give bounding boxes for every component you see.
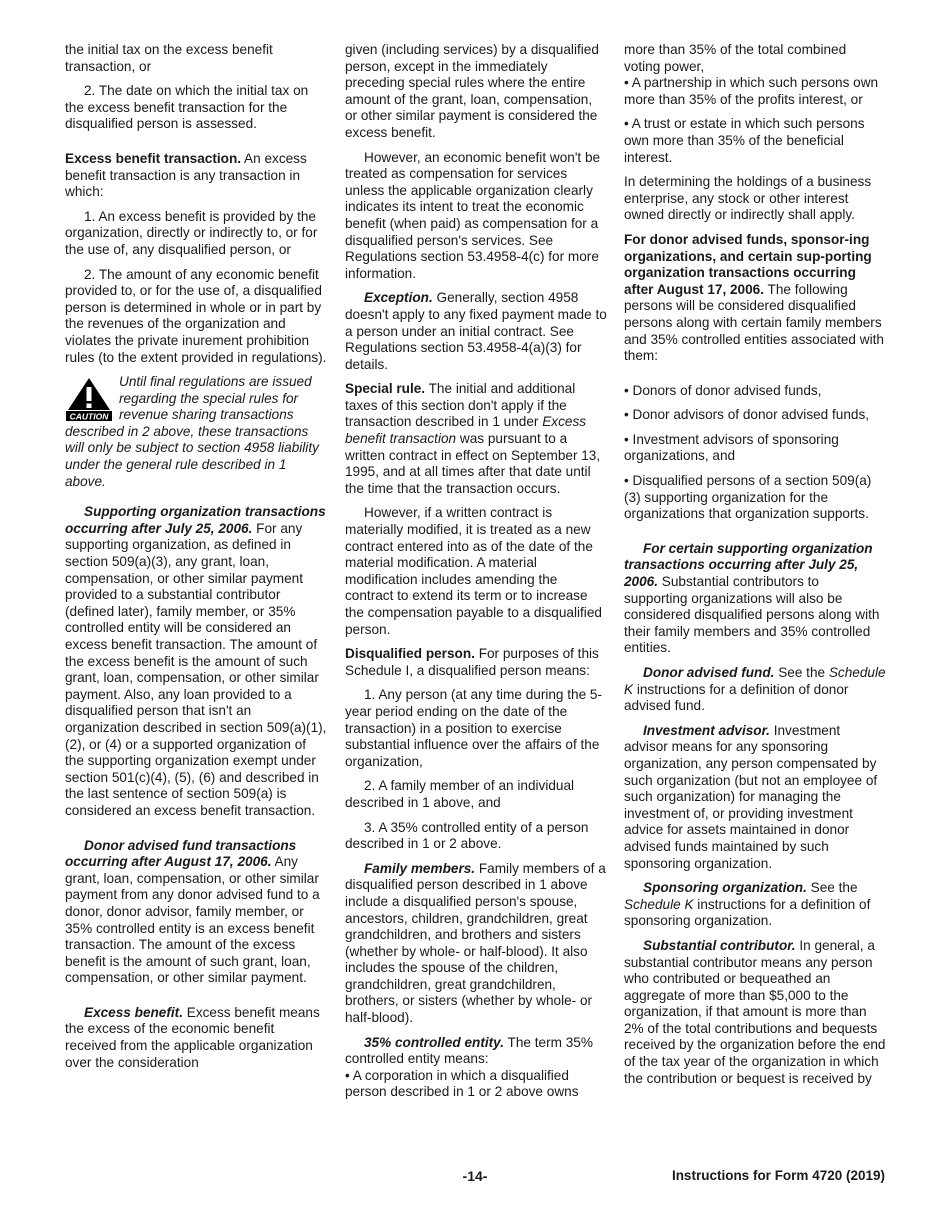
paragraph-donor-advised-funds-sponsoring [624, 232, 886, 365]
reference-schedule-k: Schedule K [624, 665, 886, 697]
paragraph-text: See the [806, 880, 858, 896]
paragraph: In determining the holdings of a business enterprise, any stock or other interest owned directly or indirectly shall apply. [624, 174, 872, 223]
paragraph: 1. Any person (at any time during the 5-year period ending on the date of the transaction) in a position to exercise substantial influence over the affairs of the organization, [345, 687, 603, 769]
paragraph: the initial tax on the excess benefit transaction, or [65, 42, 273, 74]
column-2 [345, 42, 607, 1109]
paragraph-text: Any grant, loan, compensation, or other similar payment from any donor advised fund to a donor, donor advisor, family member, or 35% controlled entity is an excess benefit transaction. The amount of the excess benefit is the amount of such grant, loan, compensation, or other similar payment. [65, 854, 320, 986]
caution-label: CAUTION [69, 411, 109, 422]
heading-disqualified-person: Disqualified person. [345, 646, 475, 662]
paragraph-investment-advisor [624, 723, 886, 872]
reference-excess-benefit-transaction: Excess benefit transaction [345, 414, 587, 447]
paragraph-disqualified-person [345, 646, 607, 679]
paragraph-excess-benefit [65, 1005, 327, 1071]
paragraph-text: For any supporting organization, as defined in section 509(a)(3), any grant, loan, compensation, or other similar payment provided to a substantial contributor (defined later), family member, or 35% controlled entity will be considered an excess benefit transaction. The amount of the excess benefit is the amount of such grant, loan, compensation, or other similar payment. Also, any loan provided to a disqualified person that isn't an organization described in section 509(a)(1), (2), or (4) or a supported organization of the supporting organization exempt under section 501(c)(4), (5), (6) and described in the last sentence of section 509(a) is considered an excess benefit transaction. [65, 520, 327, 818]
paragraph-text: Family members of a disqualified person described in 1 above include a disqualified person's spouse, ancestors, children, grandchildren, great grandchildren, and brothers and sisters (whether by whole- or half-blood). It also includes the spouse of the children, grandchildren, great grandchildren, brothers, or sisters (whether by whole- or half-blood). [345, 860, 606, 1026]
heading-exception: Exception. [364, 290, 433, 306]
paragraph: 1. An excess benefit is provided by the organization, directly or indirectly to, or for the use of, any disqualified person, or [65, 208, 318, 257]
list-item: • Donors of donor advised funds, [624, 382, 822, 398]
heading-donor-advised-funds-sponsoring: For donor advised funds, sponsor-ing organizations, and certain sup-porting organization transactions occurring after August 17, 2006. [624, 231, 872, 297]
paragraph-controlled-entity [345, 1035, 607, 1068]
list-item: • A corporation in which a disqualified person described in 1 or 2 above owns [345, 1067, 579, 1100]
list-item: • Donor advisors of donor advised funds, [624, 407, 870, 423]
paragraph-text: An excess benefit transaction is any transaction in which: [65, 150, 307, 200]
heading-family-members: Family members. [364, 860, 476, 876]
caution-icon [65, 376, 113, 422]
paragraph-certain-supporting-organization [624, 541, 886, 657]
paragraph-exception [345, 290, 607, 373]
paragraph: However, if a written contract is materially modified, it is treated as a new contract entered into as of the date of the material modification. A material modification includes amending the contract to extend its term or to increase the compensation payable to a disqualified person. [345, 505, 602, 637]
paragraph-text: For purposes of this Schedule I, a disqualified person means: [345, 646, 599, 678]
paragraph-text: Investment advisor means for any sponsoring organization, any person compensated by such organization (but not an employee of such organization) for managing the investment of, or providing investment advice for assets maintained in donor advised funds maintained by such sponsoring organization. [624, 722, 878, 871]
column-3 [624, 42, 886, 1095]
paragraph: 2. The amount of any economic benefit provided to, or for the use of, a disqualified person is determined in whole or in part by the revenues of the organization and violates the private inurement prohibition rules (to the extent provided in regulations). [65, 266, 327, 365]
heading-sponsoring-organization: Sponsoring organization. [643, 880, 807, 896]
paragraph-family-members [345, 861, 607, 1027]
heading-donor-advised-fund: Donor advised fund. [643, 665, 775, 680]
paragraph-excess-benefit-transaction [65, 151, 327, 201]
heading-investment-advisor: Investment advisor. [643, 722, 770, 738]
list-item: • Disqualified persons of a section 509(a)(3) supporting organization for the organizations that organization supports. [624, 473, 872, 522]
heading-controlled-entity: 35% controlled entity. [364, 1034, 504, 1050]
paragraph-donor-advised-fund [624, 665, 886, 715]
heading-excess-benefit: Excess benefit. [84, 1004, 183, 1020]
paragraph-text: In general, a substantial contributor means any person who contributed or bequeathed an aggregate of more than $5,000 to the organization, if that amount is more than 2% of the total contributions and bequests received by the organization before the end of the tax year of the organization in which the contribution or bequest is received by [624, 937, 886, 1086]
heading-special-rule: Special rule. [345, 381, 426, 397]
paragraph-text: The following persons will be considered disqualified persons along with certain family members and 35% controlled entities associated with them: [624, 281, 884, 364]
paragraph-donor-advised-fund-transactions [65, 838, 327, 987]
paragraph-text: Excess benefit means the excess of the economic benefit received from the applicable organization over the consideration [65, 1004, 320, 1070]
heading-certain-supporting-organization: For certain supporting organization transactions occurring after July 25, 2006. [624, 540, 873, 590]
column-1 [65, 42, 327, 1079]
paragraph: 2. The date on which the initial tax on the excess benefit transaction for the disqualified person is assessed. [65, 83, 309, 132]
paragraph: However, an economic benefit won't be treated as compensation for services unless the applicable organization clearly indicates its intent to treat the economic benefit (when paid) as compensation for a disqualified person's services. See Regulations section 53.4958-4(c) for more information. [345, 149, 601, 281]
paragraph-sponsoring-organization [624, 880, 886, 930]
paragraph-special-rule [345, 381, 607, 497]
page-number: -14- [462, 1168, 488, 1184]
paragraph: more than 35% of the total combined voting power, [624, 42, 847, 74]
paragraph: given (including services) by a disqualified person, except in the immediately preceding special rules where the entire amount of the grant, loan, compensation, or other similar payment is considered the excess benefit. [345, 42, 599, 140]
footer-title: Instructions for Form 4720 (2019) [671, 1168, 885, 1183]
paragraph-text: Generally, section 4958 doesn't apply to any fixed payment made to a person under an initial contract. See Regulations section 53.4958-4(a)(3) for details. [345, 290, 607, 372]
heading-supporting-organization: Supporting organization transactions occurring after July 25, 2006. [65, 504, 326, 536]
paragraph-supporting-organization [65, 504, 327, 819]
paragraph-text: Substantial contributors to supporting organizations will also be considered disqualified persons along with their family members and 35% controlled entities. [624, 574, 880, 656]
paragraph-text: The initial and additional taxes of this section don't apply if the transaction described in 1 under [345, 381, 576, 430]
list-item: • A trust or estate in which such persons own more than 35% of the beneficial interest. [624, 116, 865, 165]
paragraph-text: The term 35% controlled entity means: [345, 1034, 593, 1067]
list-item: • A partnership in which such persons own more than 35% of the profits interest, or [624, 75, 879, 107]
paragraph: 3. A 35% controlled entity of a person described in 1 or 2 above. [345, 819, 589, 852]
paragraph-text: instructions for a definition of sponsoring organization. [624, 896, 871, 929]
caution-note [65, 374, 327, 490]
paragraph-text: instructions for a definition of donor advised fund. [624, 681, 849, 714]
reference-schedule-k: Schedule K [624, 896, 694, 912]
paragraph: 2. A family member of an individual described in 1 above, and [345, 778, 575, 810]
list-item: • Investment advisors of sponsoring organizations, and [624, 431, 839, 464]
caution-text: Until final regulations are issued regarding the special rules for revenue sharing transactions described in 2 above, these transactions will only be subject to section 4958 liability under the general rule described in 1 above. [65, 374, 319, 489]
paragraph-substantial-contributor [624, 938, 886, 1087]
paragraph-text: See the [774, 665, 829, 680]
paragraph-text: was pursuant to a written contract in effect on September 13, 1995, and at all times after that date until the time that the transaction occurs. [345, 431, 601, 496]
heading-donor-advised-fund-transactions: Donor advised fund transactions occurring after August 17, 2006. [65, 837, 297, 870]
heading-excess-benefit-transaction: Excess benefit transaction. [65, 150, 242, 166]
heading-substantial-contributor: Substantial contributor. [643, 937, 796, 953]
